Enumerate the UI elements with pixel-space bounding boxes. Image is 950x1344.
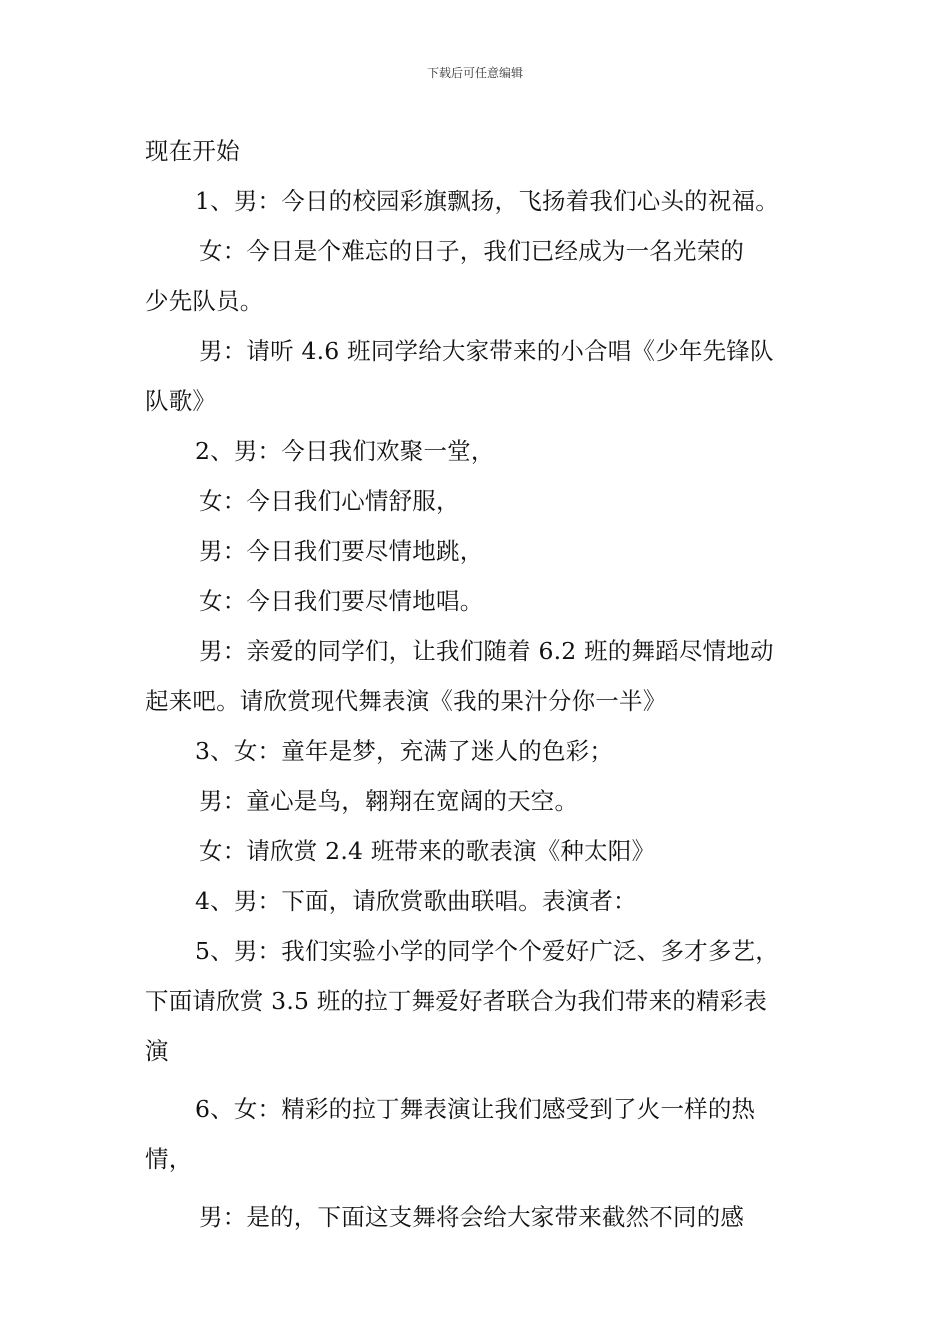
document-body (145, 126, 835, 1242)
text-line: 女：请欣赏 2.4 班带来的歌表演《种太阳》 (199, 837, 656, 865)
text-line: 下面请欣赏 3.5 班的拉丁舞爱好者联合为我们带来的精彩表 (145, 987, 768, 1015)
paragraph-gap (145, 1076, 835, 1084)
text-line: 男：是的，下面这支舞将会给大家带来截然不同的感 (199, 1203, 745, 1231)
paragraph-gap (145, 1184, 835, 1192)
text-line: 男：亲爱的同学们，让我们随着 6.2 班的舞蹈尽情地动 (199, 637, 774, 665)
text-line: 2、男：今日我们欢聚一堂， (195, 437, 495, 465)
text-line: 5、男：我们实验小学的同学个个爱好广泛、多才多艺， (195, 937, 779, 965)
text-line: 男：童心是鸟，翱翔在宽阔的天空。 (199, 787, 579, 815)
text-line: 少先队员。 (145, 287, 264, 315)
text-line: 演 (145, 1037, 169, 1065)
text-line: 女：今日我们要尽情地唱。 (199, 587, 484, 615)
text-line: 现在开始 (145, 137, 240, 165)
text-line: 6、女：精彩的拉丁舞表演让我们感受到了火一样的热 (195, 1095, 756, 1123)
text-line: 女：今日是个难忘的日子，我们已经成为一名光荣的 (199, 237, 745, 265)
page-header-note: 下载后可任意编辑 (426, 66, 523, 80)
text-line: 3、女：童年是梦，充满了迷人的色彩； (195, 737, 614, 765)
text-line: 起来吧。请欣赏现代舞表演《我的果汁分你一半》 (145, 687, 667, 715)
text-line: 队歌》 (145, 387, 217, 415)
text-line: 男：请听 4.6 班同学给大家带来的小合唱《少年先锋队 (199, 337, 774, 365)
text-line: 男：今日我们要尽情地跳， (199, 537, 484, 565)
text-line: 1、男：今日的校园彩旗飘扬，飞扬着我们心头的祝福。 (195, 187, 779, 215)
text-line: 女：今日我们心情舒服， (199, 487, 460, 515)
text-line: 4、男：下面，请欣赏歌曲联唱。表演者： (195, 887, 637, 915)
text-line: 情， (145, 1145, 193, 1173)
